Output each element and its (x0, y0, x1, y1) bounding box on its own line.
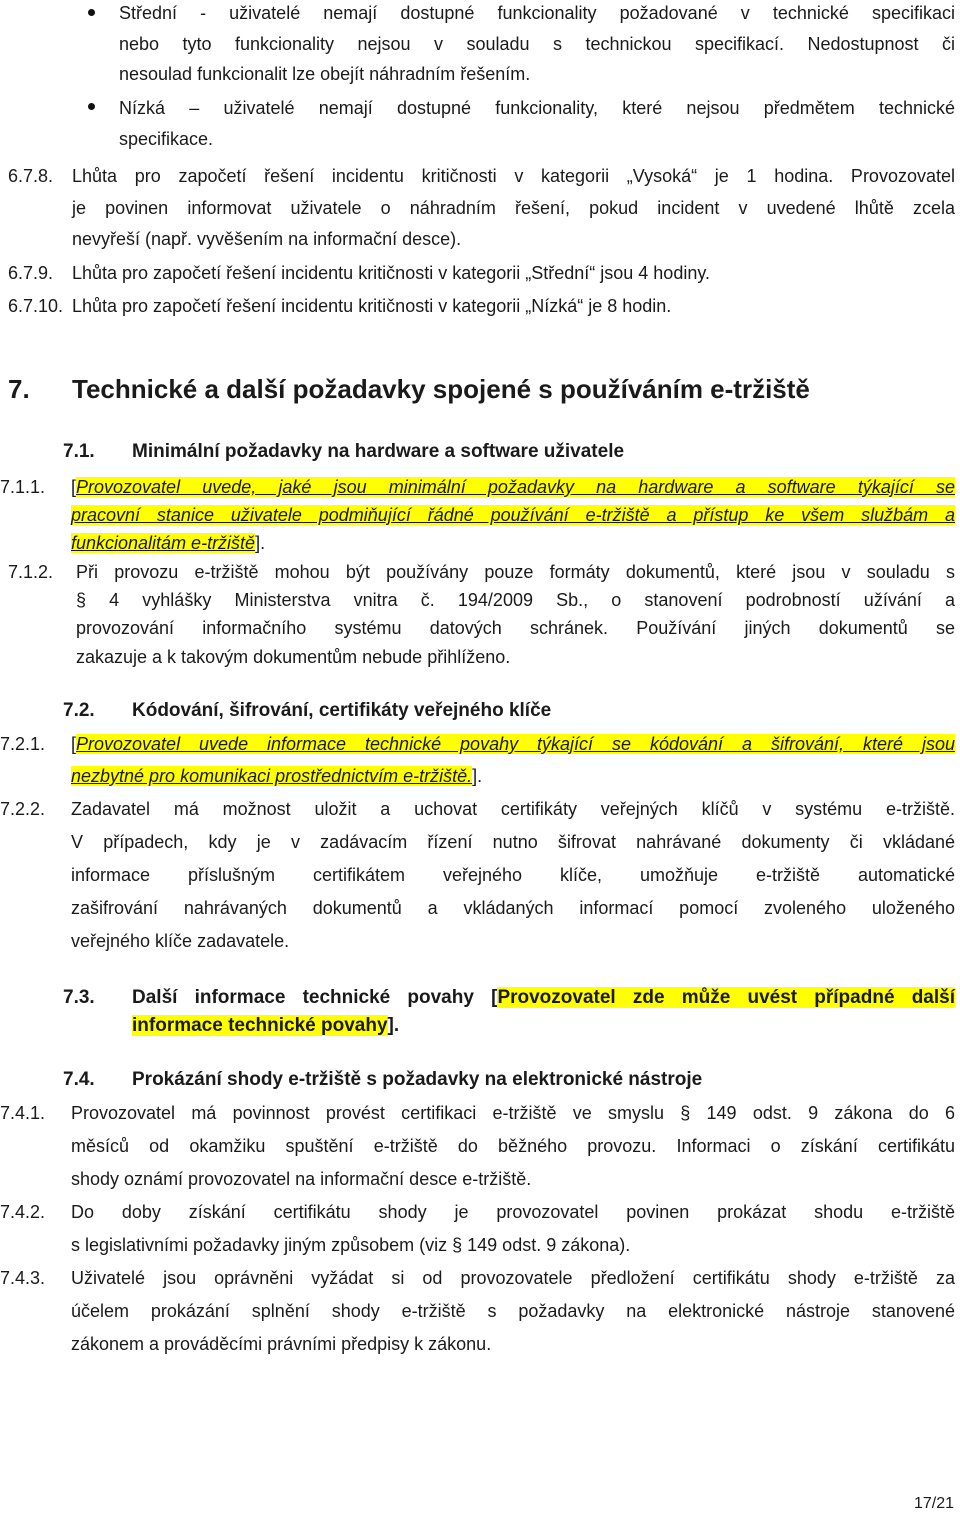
item-6710-text: Lhůta pro započetí řešení incidentu kritičnosti v kategorii „Nízká“ je 8 hodin. (72, 296, 672, 316)
highlighted-placeholder: nezbytné pro komunikaci prostřednictvím e-tržiště. (71, 766, 473, 786)
item-722-line-5: veřejného klíče zadavatele. (71, 931, 290, 951)
subsection-number: 7.4. (63, 1069, 95, 1090)
subsection-7-4-title: Prokázání shody e-tržiště s požadavky na elektronické nástroje (132, 1069, 703, 1090)
item-678-line-1: Lhůta pro započetí řešení incidentu kritičnosti v kategorii „Vysoká“ je 1 hodina. Provozovatel (72, 166, 955, 186)
item-678-line-2: je povinen informovat uživatele o náhradním řešení, pokud incident v uvedené lhůtě zcela (72, 198, 955, 218)
item-number: 7.2.1. (0, 734, 46, 754)
item-722-line-3: informace příslušným certifikátem veřejného klíče, umožňuje e-tržiště automatické (71, 865, 955, 885)
item-741-line-1: Provozovatel má povinnost provést certifikaci e-tržiště ve smyslu § 149 odst. 9 zákona do 6 (71, 1103, 955, 1123)
item-741-line-2: měsíců od okamžiku spuštění e-tržiště do běžného provozu. Informaci o získání certifikátu (71, 1136, 955, 1156)
bracket: ]. (472, 766, 483, 786)
item-number: 7.1.1. (0, 477, 46, 497)
item-number: 7.4.3. (0, 1268, 46, 1288)
highlighted-placeholder: Provozovatel zde může uvést případné další (497, 987, 955, 1008)
title-prefix: Další informace technické povahy [ (132, 987, 498, 1008)
subsection-7-3-title-line-2 (132, 1014, 399, 1038)
item-743-line-1: Uživatelé jsou oprávněni vyžádat si od provozovatele předložení certifikátu shody e-tržiště za (71, 1268, 955, 1288)
highlighted-placeholder: funkcionalitám e-tržiště (71, 533, 256, 553)
bullet-2-line-2: specifikace. (119, 129, 214, 149)
item-711-line-2 (71, 504, 955, 526)
item-711-line-3 (71, 532, 265, 554)
bullet-dot (88, 9, 95, 16)
section-7-title: Technické a další požadavky spojené s používáním e-tržiště (72, 374, 810, 404)
title-suffix: ]. (387, 1015, 400, 1036)
subsection-7-3-title-line-1 (132, 986, 955, 1010)
item-number: 6.7.10. (8, 296, 64, 316)
item-712-line-1: Při provozu e-tržiště mohou být používány pouze formáty dokumentů, které jsou v souladu s (76, 562, 955, 582)
bracket: ]. (255, 533, 266, 553)
subsection-number: 7.2. (63, 700, 95, 721)
item-742-line-1: Do doby získání certifikátu shody je provozovatel povinen prokázat shodu e-tržiště (71, 1202, 955, 1222)
subsection-7-2-title: Kódování, šifrování, certifikáty veřejného klíče (132, 700, 552, 721)
bracket: [ (71, 734, 77, 754)
item-712-line-2: § 4 vyhlášky Ministerstva vnitra č. 194/2009 Sb., o stanovení podrobností užívání a (76, 590, 955, 610)
item-722-line-4: zašifrování nahrávaných dokumentů a vkládaných informací pomocí zvoleného uloženého (71, 898, 955, 918)
bullet-1-line-2: nebo tyto funkcionality nejsou v souladu s technickou specifikací. Nedostupnost či (119, 34, 955, 54)
page-number: 17/21 (913, 1495, 954, 1512)
highlighted-placeholder: pracovní stanice uživatele podmiňující řádné používání e-tržiště a přístup ke všem službám a (71, 505, 955, 525)
subsection-7-1-title: Minimální požadavky na hardware a software uživatele (132, 441, 625, 462)
item-711-line-1 (71, 476, 955, 498)
section-7-number: 7. (8, 374, 30, 404)
item-722-line-1: Zadavatel má možnost uložit a uchovat certifikáty veřejných klíčů v systému e-tržiště. (71, 799, 955, 819)
bullet-1-line-1: Střední - uživatelé nemají dostupné funkcionality požadované v technické specifikaci (119, 3, 955, 23)
item-number: 7.1.2. (8, 562, 54, 582)
item-678-line-3: nevyřeší (např. vyvěšením na informační desce). (72, 229, 462, 249)
item-number: 7.4.2. (0, 1202, 46, 1222)
item-679-text: Lhůta pro započetí řešení incidentu kritičnosti v kategorii „Střední“ jsou 4 hodiny. (72, 263, 711, 283)
bullet-2-line-1: Nízká – uživatelé nemají dostupné funkcionality, které nejsou předmětem technické (119, 98, 955, 118)
item-743-line-3: zákonem a prováděcími právními předpisy k zákonu. (71, 1334, 492, 1354)
subsection-number: 7.3. (63, 987, 95, 1008)
highlighted-placeholder: Provozovatel uvede informace technické povahy týkající se kódování a šifrování, které jsou (76, 734, 955, 754)
subsection-number: 7.1. (63, 441, 95, 462)
item-number: 6.7.9. (8, 263, 54, 283)
item-712-line-3: provozování informačního systému datových schránek. Používání jiných dokumentů se (76, 618, 955, 638)
item-number: 7.4.1. (0, 1103, 46, 1123)
item-number: 7.2.2. (0, 799, 46, 819)
bullet-dot (88, 103, 95, 110)
bracket: [ (71, 477, 77, 497)
highlighted-placeholder: informace technické povahy (132, 1015, 388, 1036)
bullet-1-line-3: nesoulad funkcionalit lze obejít náhradním řešením. (119, 64, 531, 84)
item-721-line-2 (71, 765, 482, 787)
item-743-line-2: účelem prokázání splnění shody e-tržiště s požadavky na elektronické nástroje stanovené (71, 1301, 955, 1321)
item-number: 6.7.8. (8, 166, 54, 186)
item-721-line-1 (71, 733, 955, 755)
item-722-line-2: V případech, kdy je v zadávacím řízení nutno šifrovat nahrávané dokumenty či vkládané (71, 832, 955, 852)
highlighted-placeholder: Provozovatel uvede, jaké jsou minimální požadavky na hardware a software týkající se (76, 477, 955, 497)
item-742-line-2: s legislativními požadavky jiným způsobem (viz § 149 odst. 9 zákona). (71, 1235, 631, 1255)
item-741-line-3: shody oznámí provozovatel na informační desce e-tržiště. (71, 1169, 532, 1189)
item-712-line-4: zakazuje a k takovým dokumentům nebude přihlíženo. (76, 647, 511, 667)
